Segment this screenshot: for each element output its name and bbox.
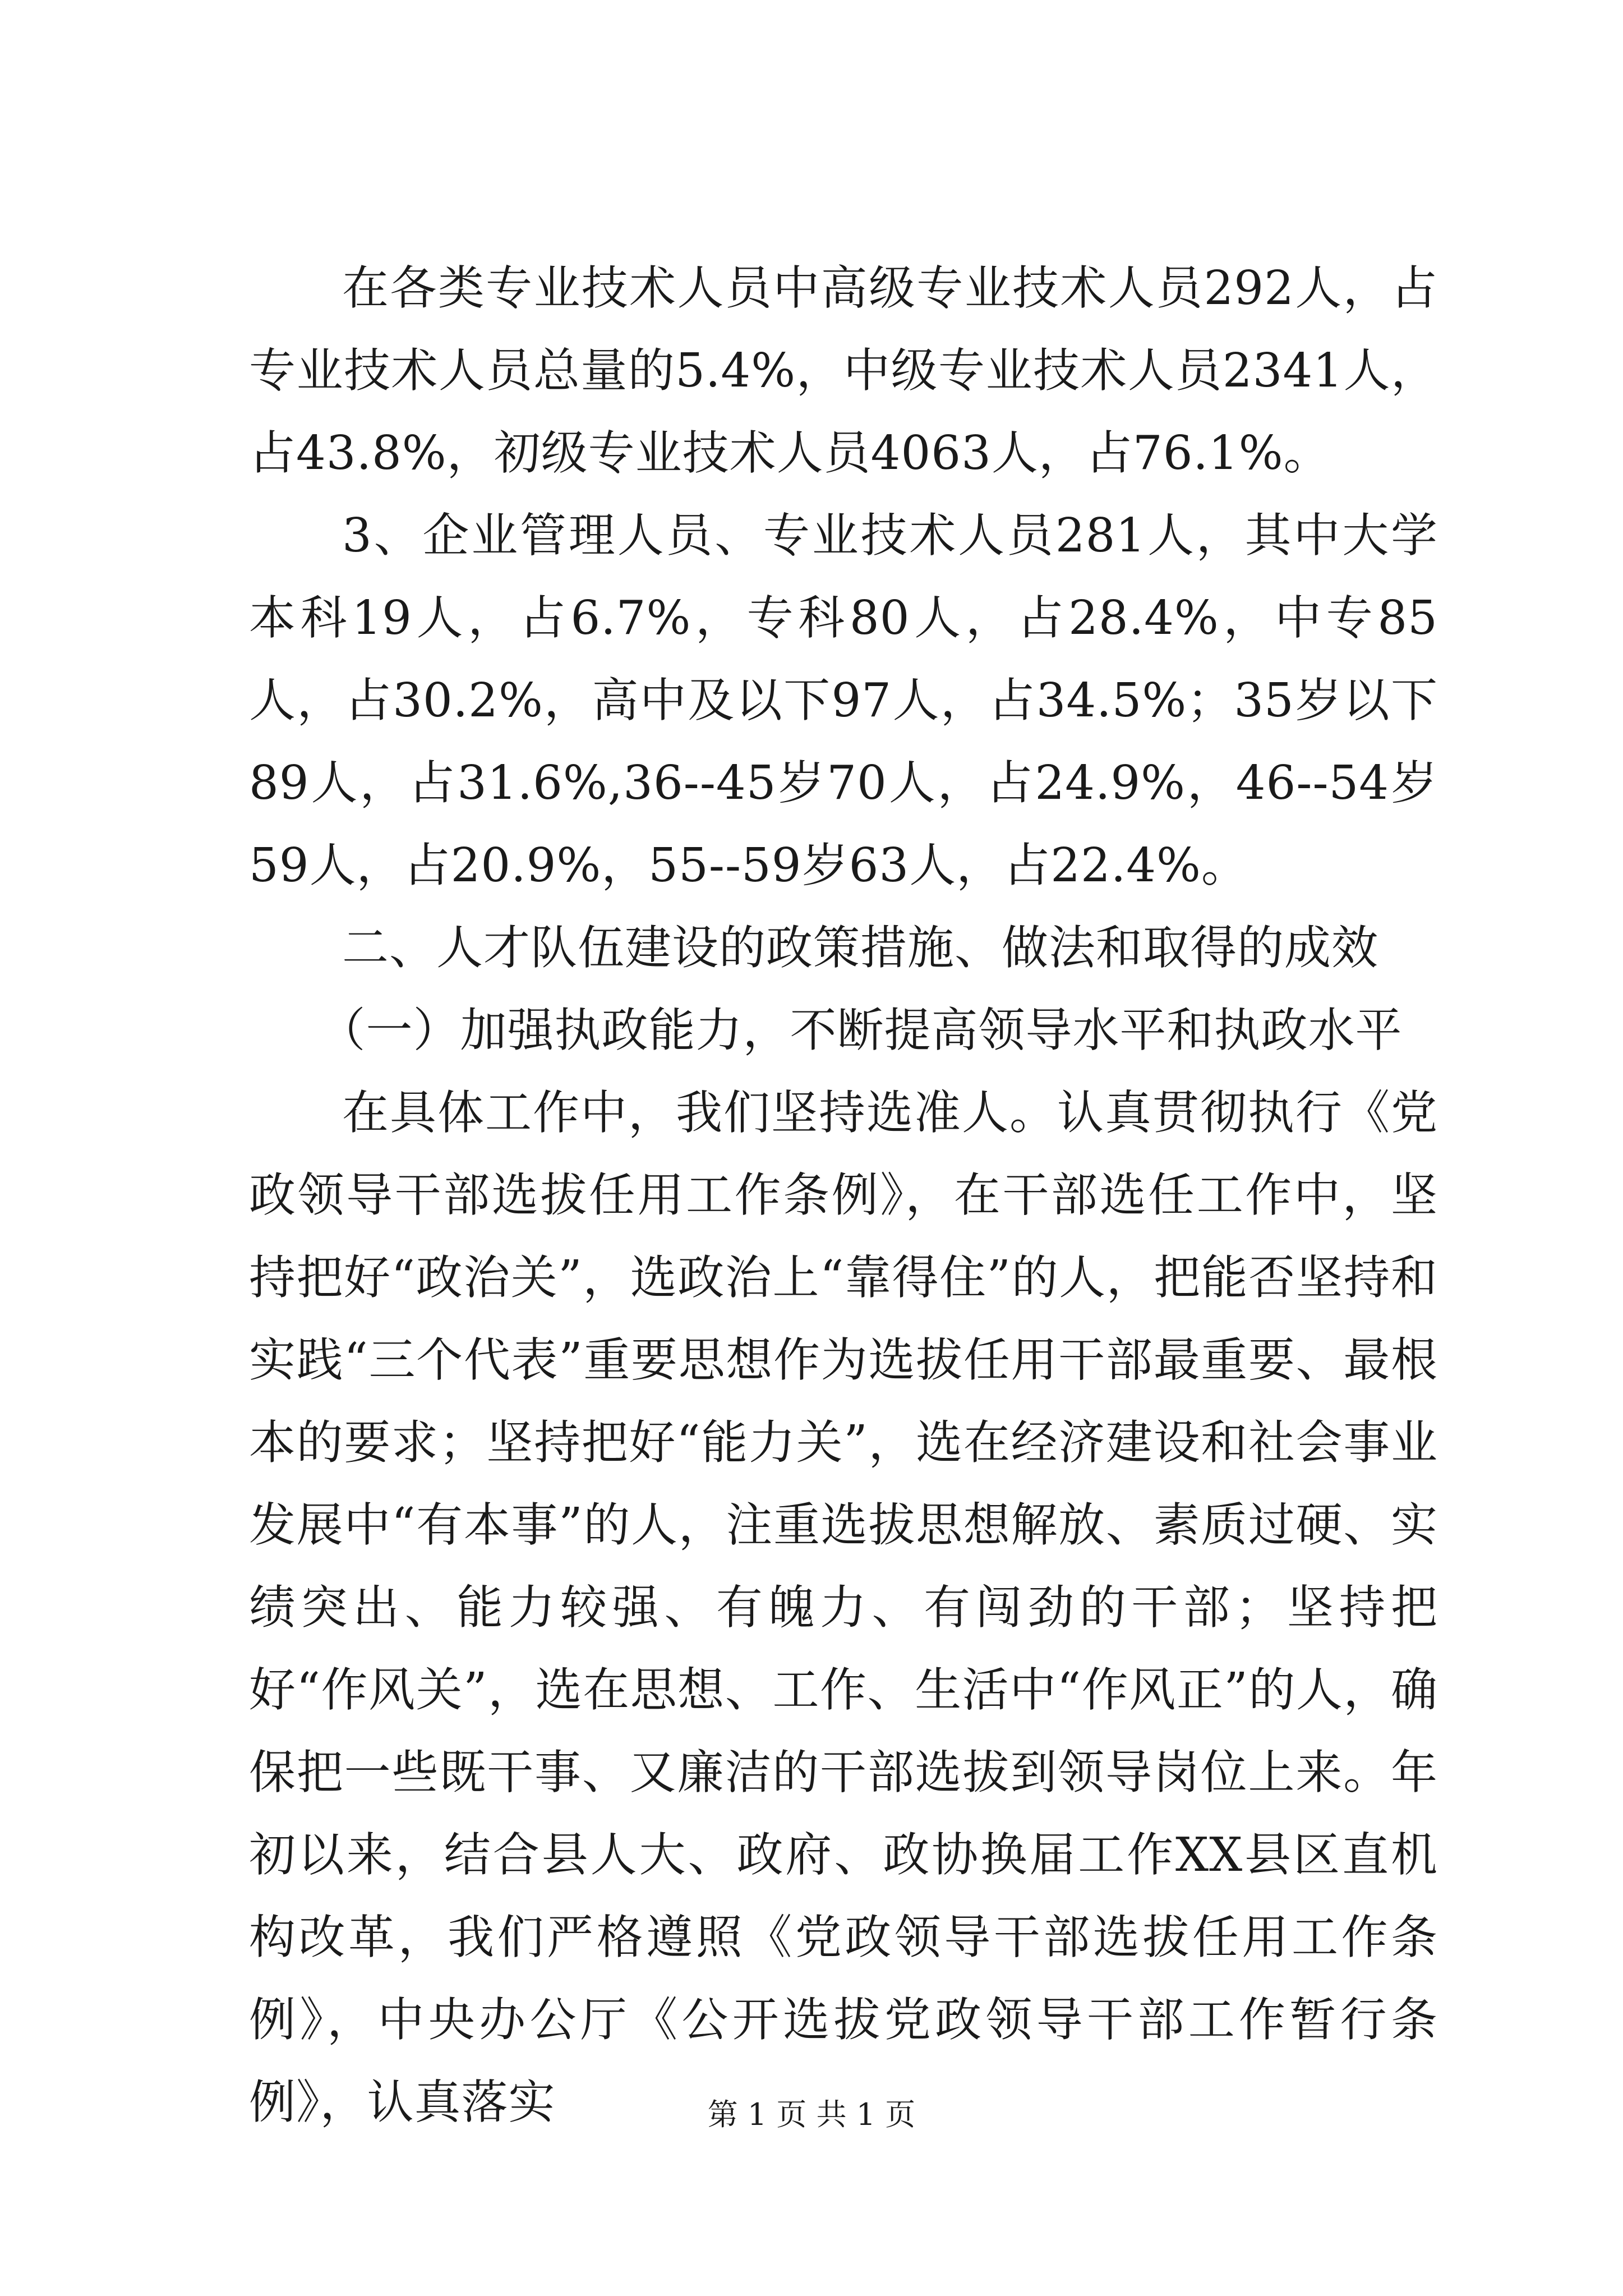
paragraph-professional-staff: 在各类专业技术人员中高级专业技术人员292人，占专业技术人员总量的5.4%，中级专业技术人员2341人，占43.8%，初级专业技术人员4063人，占76.1%。 [249,261,1438,480]
paragraph-cadre-selection: 在具体工作中，我们坚持选准人。认真贯彻执行《党政领导干部选拔任用工作条例》，在干部选任工作中，坚持把好“政治关”，选政治上“靠得住”的人，把能否坚持和实践“三个代表”重要思想作为选拔任用干部最重要、最根本的要求；坚持把好“能力关”，选在经济建设和社会事业发展中“有本事”的人，注重选拔思想解放、素质过硬、实绩突出、能力较强、有魄力、有闯劲的干部；坚持把好“作风关”，选在思想、工作、生活中“作风正”的人，确保把一些既干事、又廉洁的干部选拔到领导岗位上来。年初以来，结合县人大、政府、政协换届工作XX县区直机构改革，我们严格遵照《党政领导干部选拔任用工作条例》，中央办公厅《公开选拔党政领导干部工作暂行条例》，认真落实 [249,1085,1438,2129]
paragraph-enterprise-staff: 3、企业管理人员、专业技术人员281人，其中大学本科19人，占6.7%，专科80人，占28.4%，中专85人，占30.2%，高中及以下97人，占34.5%；35岁以下89人，占31.6%,36--45岁70人，占24.9%，46--54岁59人，占20.9%，55--59岁63人，占22.4%。 [249,508,1438,892]
subsection-heading: （一）加强执政能力，不断提高领导水平和执政水平 [319,1003,1403,1057]
page-number-footer: 第 1 页 共 1 页 [707,2097,916,2132]
document-body [249,247,1438,2143]
section-heading: 二、人才队伍建设的政策措施、做法和取得的成效 [342,921,1378,975]
